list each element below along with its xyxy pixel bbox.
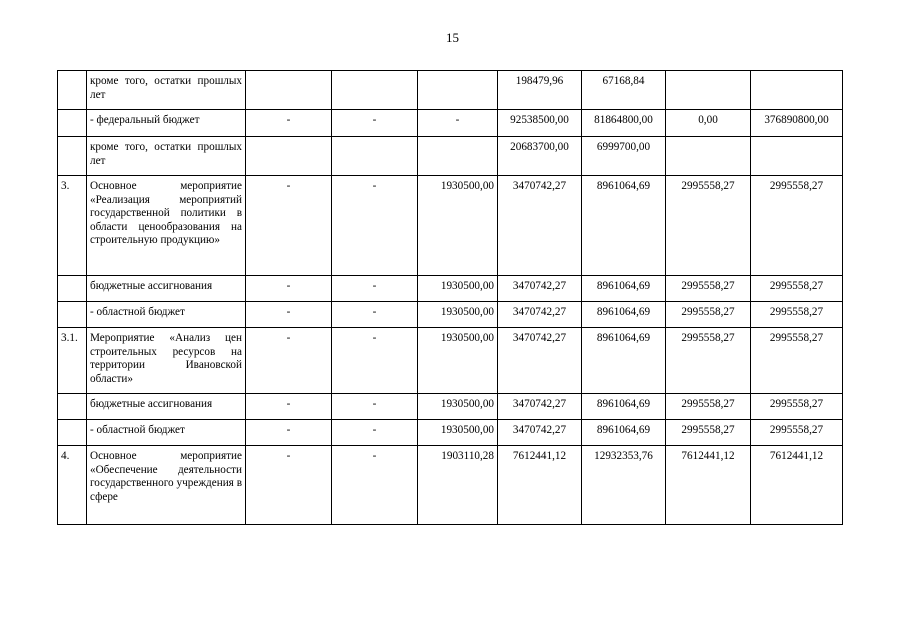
cell-col-5: 67168,84	[582, 71, 666, 110]
cell-col-5: 12932353,76	[582, 446, 666, 525]
cell-col-6: 0,00	[666, 110, 751, 137]
cell-col-2: -	[332, 302, 418, 328]
cell-col-7: 7612441,12	[751, 446, 843, 525]
row-number	[58, 420, 87, 446]
cell-col-4: 20683700,00	[498, 137, 582, 176]
cell-col-2: -	[332, 276, 418, 302]
table-row	[58, 420, 843, 446]
cell-col-5: 8961064,69	[582, 420, 666, 446]
cell-col-3	[418, 71, 498, 110]
cell-col-7: 2995558,27	[751, 394, 843, 420]
cell-col-3	[418, 137, 498, 176]
cell-col-3: 1930500,00	[418, 394, 498, 420]
cell-col-2	[332, 137, 418, 176]
cell-col-4: 3470742,27	[498, 328, 582, 394]
cell-col-6: 2995558,27	[666, 394, 751, 420]
cell-col-2: -	[332, 394, 418, 420]
cell-col-7: 2995558,27	[751, 302, 843, 328]
row-description: бюджетные ассигнования	[87, 276, 246, 302]
cell-col-1: -	[246, 394, 332, 420]
row-number	[58, 110, 87, 137]
cell-col-4: 3470742,27	[498, 420, 582, 446]
cell-col-6: 2995558,27	[666, 176, 751, 276]
cell-col-1	[246, 137, 332, 176]
cell-col-2: -	[332, 110, 418, 137]
cell-col-7: 2995558,27	[751, 176, 843, 276]
cell-col-7: 376890800,00	[751, 110, 843, 137]
cell-col-6	[666, 137, 751, 176]
cell-col-5: 81864800,00	[582, 110, 666, 137]
table-row	[58, 176, 843, 276]
table-row	[58, 446, 843, 525]
cell-col-1: -	[246, 302, 332, 328]
row-description: Мероприятие «Анализ цен строительных ресурсов на территории Ивановской области»	[87, 328, 246, 394]
cell-col-1: -	[246, 276, 332, 302]
cell-col-3: 1903110,28	[418, 446, 498, 525]
cell-col-5: 6999700,00	[582, 137, 666, 176]
row-description: - федеральный бюджет	[87, 110, 246, 137]
cell-col-3: 1930500,00	[418, 420, 498, 446]
cell-col-1: -	[246, 420, 332, 446]
row-number	[58, 394, 87, 420]
table-row	[58, 394, 843, 420]
cell-col-2: -	[332, 328, 418, 394]
row-number: 3.1.	[58, 328, 87, 394]
cell-col-7: 2995558,27	[751, 420, 843, 446]
cell-col-4: 3470742,27	[498, 276, 582, 302]
cell-col-1: -	[246, 110, 332, 137]
row-number	[58, 71, 87, 110]
cell-col-4: 3470742,27	[498, 394, 582, 420]
cell-col-6: 2995558,27	[666, 420, 751, 446]
cell-col-3: 1930500,00	[418, 302, 498, 328]
table-row	[58, 137, 843, 176]
row-description: кроме того, остатки прошлых лет	[87, 137, 246, 176]
row-number: 4.	[58, 446, 87, 525]
cell-col-7	[751, 71, 843, 110]
cell-col-4: 92538500,00	[498, 110, 582, 137]
row-number	[58, 137, 87, 176]
cell-col-2: -	[332, 420, 418, 446]
cell-col-6: 2995558,27	[666, 276, 751, 302]
page-number: 15	[446, 30, 459, 45]
cell-col-5: 8961064,69	[582, 276, 666, 302]
cell-col-4: 3470742,27	[498, 176, 582, 276]
row-description: кроме того, остатки прошлых лет	[87, 71, 246, 110]
cell-col-6: 7612441,12	[666, 446, 751, 525]
cell-col-5: 8961064,69	[582, 302, 666, 328]
cell-col-7	[751, 137, 843, 176]
table-row	[58, 71, 843, 110]
row-description: бюджетные ассигнования	[87, 394, 246, 420]
cell-col-3: 1930500,00	[418, 176, 498, 276]
table-row	[58, 110, 843, 137]
cell-col-7: 2995558,27	[751, 328, 843, 394]
cell-col-4: 198479,96	[498, 71, 582, 110]
cell-col-7: 2995558,27	[751, 276, 843, 302]
cell-col-6: 2995558,27	[666, 302, 751, 328]
cell-col-1: -	[246, 328, 332, 394]
cell-col-1: -	[246, 176, 332, 276]
row-description: Основное мероприятие «Реализация мероприятий государственной политики в области ценообразования на строительную продукцию»	[87, 176, 246, 276]
table-row	[58, 328, 843, 394]
cell-col-5: 8961064,69	[582, 394, 666, 420]
row-description: - областной бюджет	[87, 302, 246, 328]
budget-table	[57, 70, 843, 525]
row-number	[58, 276, 87, 302]
cell-col-3: 1930500,00	[418, 328, 498, 394]
cell-col-6	[666, 71, 751, 110]
cell-col-2: -	[332, 176, 418, 276]
cell-col-3: 1930500,00	[418, 276, 498, 302]
row-description: Основное мероприятие «Обеспечение деятельности государственного учреждения в сфере	[87, 446, 246, 525]
cell-col-3: -	[418, 110, 498, 137]
cell-col-1	[246, 71, 332, 110]
row-number	[58, 302, 87, 328]
cell-col-5: 8961064,69	[582, 176, 666, 276]
table-row	[58, 302, 843, 328]
cell-col-2: -	[332, 446, 418, 525]
row-description: - областной бюджет	[87, 420, 246, 446]
cell-col-5: 8961064,69	[582, 328, 666, 394]
row-number: 3.	[58, 176, 87, 276]
cell-col-1: -	[246, 446, 332, 525]
cell-col-6: 2995558,27	[666, 328, 751, 394]
cell-col-4: 3470742,27	[498, 302, 582, 328]
cell-col-2	[332, 71, 418, 110]
table-row	[58, 276, 843, 302]
cell-col-4: 7612441,12	[498, 446, 582, 525]
